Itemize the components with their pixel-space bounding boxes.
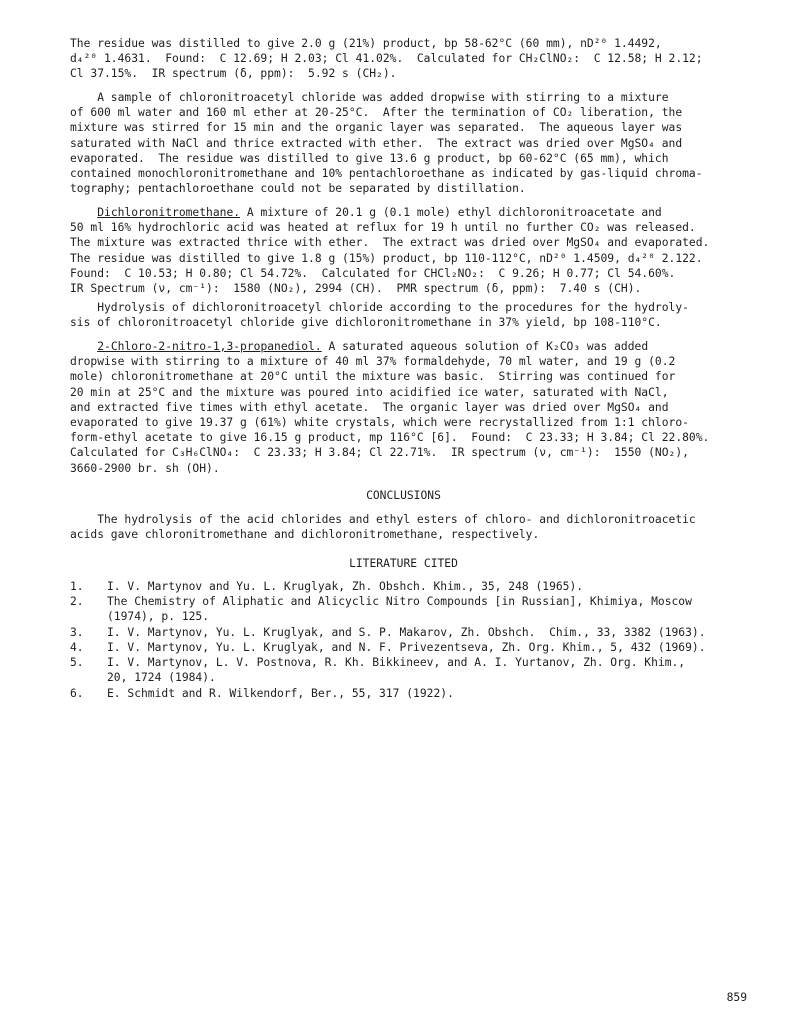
reference-text: I. V. Martynov, Yu. L. Kruglyak, and S. P. Makarov, Zh. Obshch. Chim., 33, 3382 (1963). <box>107 626 706 639</box>
text-line: mixture was stirred for 15 min and the organic layer was separated. The aqueous layer was <box>70 121 683 135</box>
reference-number: 3. <box>70 626 84 639</box>
text-line: The mixture was extracted thrice with ether. The extract was dried over MgSO₄ and evaporated. <box>70 236 710 250</box>
reference-text: The Chemistry of Aliphatic and Alicyclic Nitro Compounds [in Russian], Khimiya, Moscow <box>107 595 692 608</box>
reference-text: 20, 1724 (1984). <box>107 671 216 685</box>
conclusions-heading: CONCLUSIONS <box>366 489 441 502</box>
section-title: Dichloronitromethane. <box>97 206 241 219</box>
text-line: A mixture of 20.1 g (0.1 mole) ethyl dichloronitroacetate and <box>240 206 662 219</box>
reference-text: I. V. Martynov and Yu. L. Kruglyak, Zh. Obshch. Khim., 35, 248 (1965). <box>107 580 584 593</box>
reference-number: 1. <box>70 580 84 593</box>
text-line: and extracted five times with ethyl acetate. The organic layer was dried over MgSO₄ and <box>70 400 669 414</box>
paragraph-4 <box>70 300 770 330</box>
text-line: Hydrolysis of dichloronitroacetyl chloride according to the procedures for the hydroly- <box>70 301 689 314</box>
text-line: tography; pentachloroethane could not be separated by distillation. <box>70 182 526 196</box>
text-line <box>70 205 770 220</box>
text-line: d₄²⁰ 1.4631. Found: C 12.69; H 2.03; Cl 41.02%. Calculated for CH₂ClNO₂: C 12.58; H 2.12; <box>70 52 703 66</box>
reference-number: 5. <box>70 656 84 669</box>
paragraph-dichloronitromethane <box>70 205 770 296</box>
paragraph-1 <box>70 36 770 82</box>
section-title: 2-Chloro-2-nitro-1,3-propanediol. <box>97 340 322 353</box>
text-line: of 600 ml water and 160 ml ether at 20-25°C. After the termination of CO₂ liberation, the <box>70 106 683 120</box>
text-line: A sample of chloronitroacetyl chloride was added dropwise with stirring to a mixture <box>70 91 669 104</box>
text-line: evaporated to give 19.37 g (61%) white crystals, which were recrystallized from 1:1 chloro- <box>70 416 689 430</box>
text-line: contained monochloronitromethane and 10% pentachloroethane as indicated by gas-liquid chroma- <box>70 167 703 181</box>
literature-heading: LITERATURE CITED <box>349 557 458 570</box>
text-line: 3660-2900 br. sh (OH). <box>70 461 220 475</box>
text-line: A saturated aqueous solution of K₂CO₃ was added <box>321 340 649 353</box>
reference-number: 6. <box>70 687 84 700</box>
text-line: The hydrolysis of the acid chlorides and ethyl esters of chloro- and dichloronitroacetic <box>70 513 696 526</box>
reference-text: E. Schmidt and R. Wilkendorf, Ber., 55, 317 (1922). <box>107 687 454 700</box>
text-line: acids gave chloronitromethane and dichloronitromethane, respectively. <box>70 528 540 542</box>
text-line: form-ethyl acetate to give 16.15 g product, mp 116°C [6]. Found: C 23.33; H 3.84; Cl 22.80%. <box>70 431 710 445</box>
text-line: evaporated. The residue was distilled to give 13.6 g product, bp 60-62°C (65 mm), which <box>70 151 669 165</box>
text-line: sis of chloronitroacetyl chloride give dichloronitromethane in 37% yield, bp 108-110°C. <box>70 316 662 330</box>
text-line: Found: C 10.53; H 0.80; Cl 54.72%. Calculated for CHCl₂NO₂: C 9.26; H 0.77; Cl 54.60%. <box>70 266 676 280</box>
text-line: IR Spectrum (ν, cm⁻¹): 1580 (NO₂), 2994 (CH). PMR spectrum (δ, ppm): 7.40 s (CH). <box>70 282 642 296</box>
text-line: Cl 37.15%. IR spectrum (δ, ppm): 5.92 s (CH₂). <box>70 67 397 81</box>
text-line: The residue was distilled to give 2.0 g (21%) product, bp 58-62°C (60 mm), nD²⁰ 1.4492, <box>70 37 662 50</box>
paragraph-2 <box>70 90 770 196</box>
conclusions-paragraph <box>70 512 770 542</box>
reference-text: I. V. Martynov, Yu. L. Kruglyak, and N. F. Privezentseva, Zh. Org. Khim., 5, 432 (1969). <box>107 641 706 654</box>
reference-text: I. V. Martynov, L. V. Postnova, R. Kh. Bikkineev, and A. I. Yurtanov, Zh. Org. Khim., <box>107 656 686 669</box>
text-line: Calculated for C₃H₆ClNO₄: C 23.33; H 3.84; Cl 22.71%. IR spectrum (ν, cm⁻¹): 1550 (NO₂), <box>70 446 689 460</box>
text-line: mole) chloronitromethane at 20°C until the mixture was basic. Stirring was continued for <box>70 370 676 384</box>
paragraph-propanediol <box>70 339 770 476</box>
text-line <box>70 339 770 354</box>
page-number: 859 <box>726 991 747 1004</box>
reference-text: (1974), p. 125. <box>107 610 210 624</box>
reference-number: 2. <box>70 595 84 608</box>
text-line: 50 ml 16% hydrochloric acid was heated at reflux for 19 h until no further CO₂ was released. <box>70 221 696 235</box>
text-line: saturated with NaCl and thrice extracted with ether. The extract was dried over MgSO₄ and <box>70 136 683 150</box>
text-line: The residue was distilled to give 1.8 g (15%) product, bp 110-112°C, nD²⁰ 1.4509, d₄²⁰ 2.122. <box>70 251 703 265</box>
reference-number: 4. <box>70 641 84 654</box>
text-line: 20 min at 25°C and the mixture was poured into acidified ice water, saturated with NaCl, <box>70 385 669 399</box>
text-line: dropwise with stirring to a mixture of 40 ml 37% formaldehyde, 70 ml water, and 19 g (0.2 <box>70 355 676 369</box>
